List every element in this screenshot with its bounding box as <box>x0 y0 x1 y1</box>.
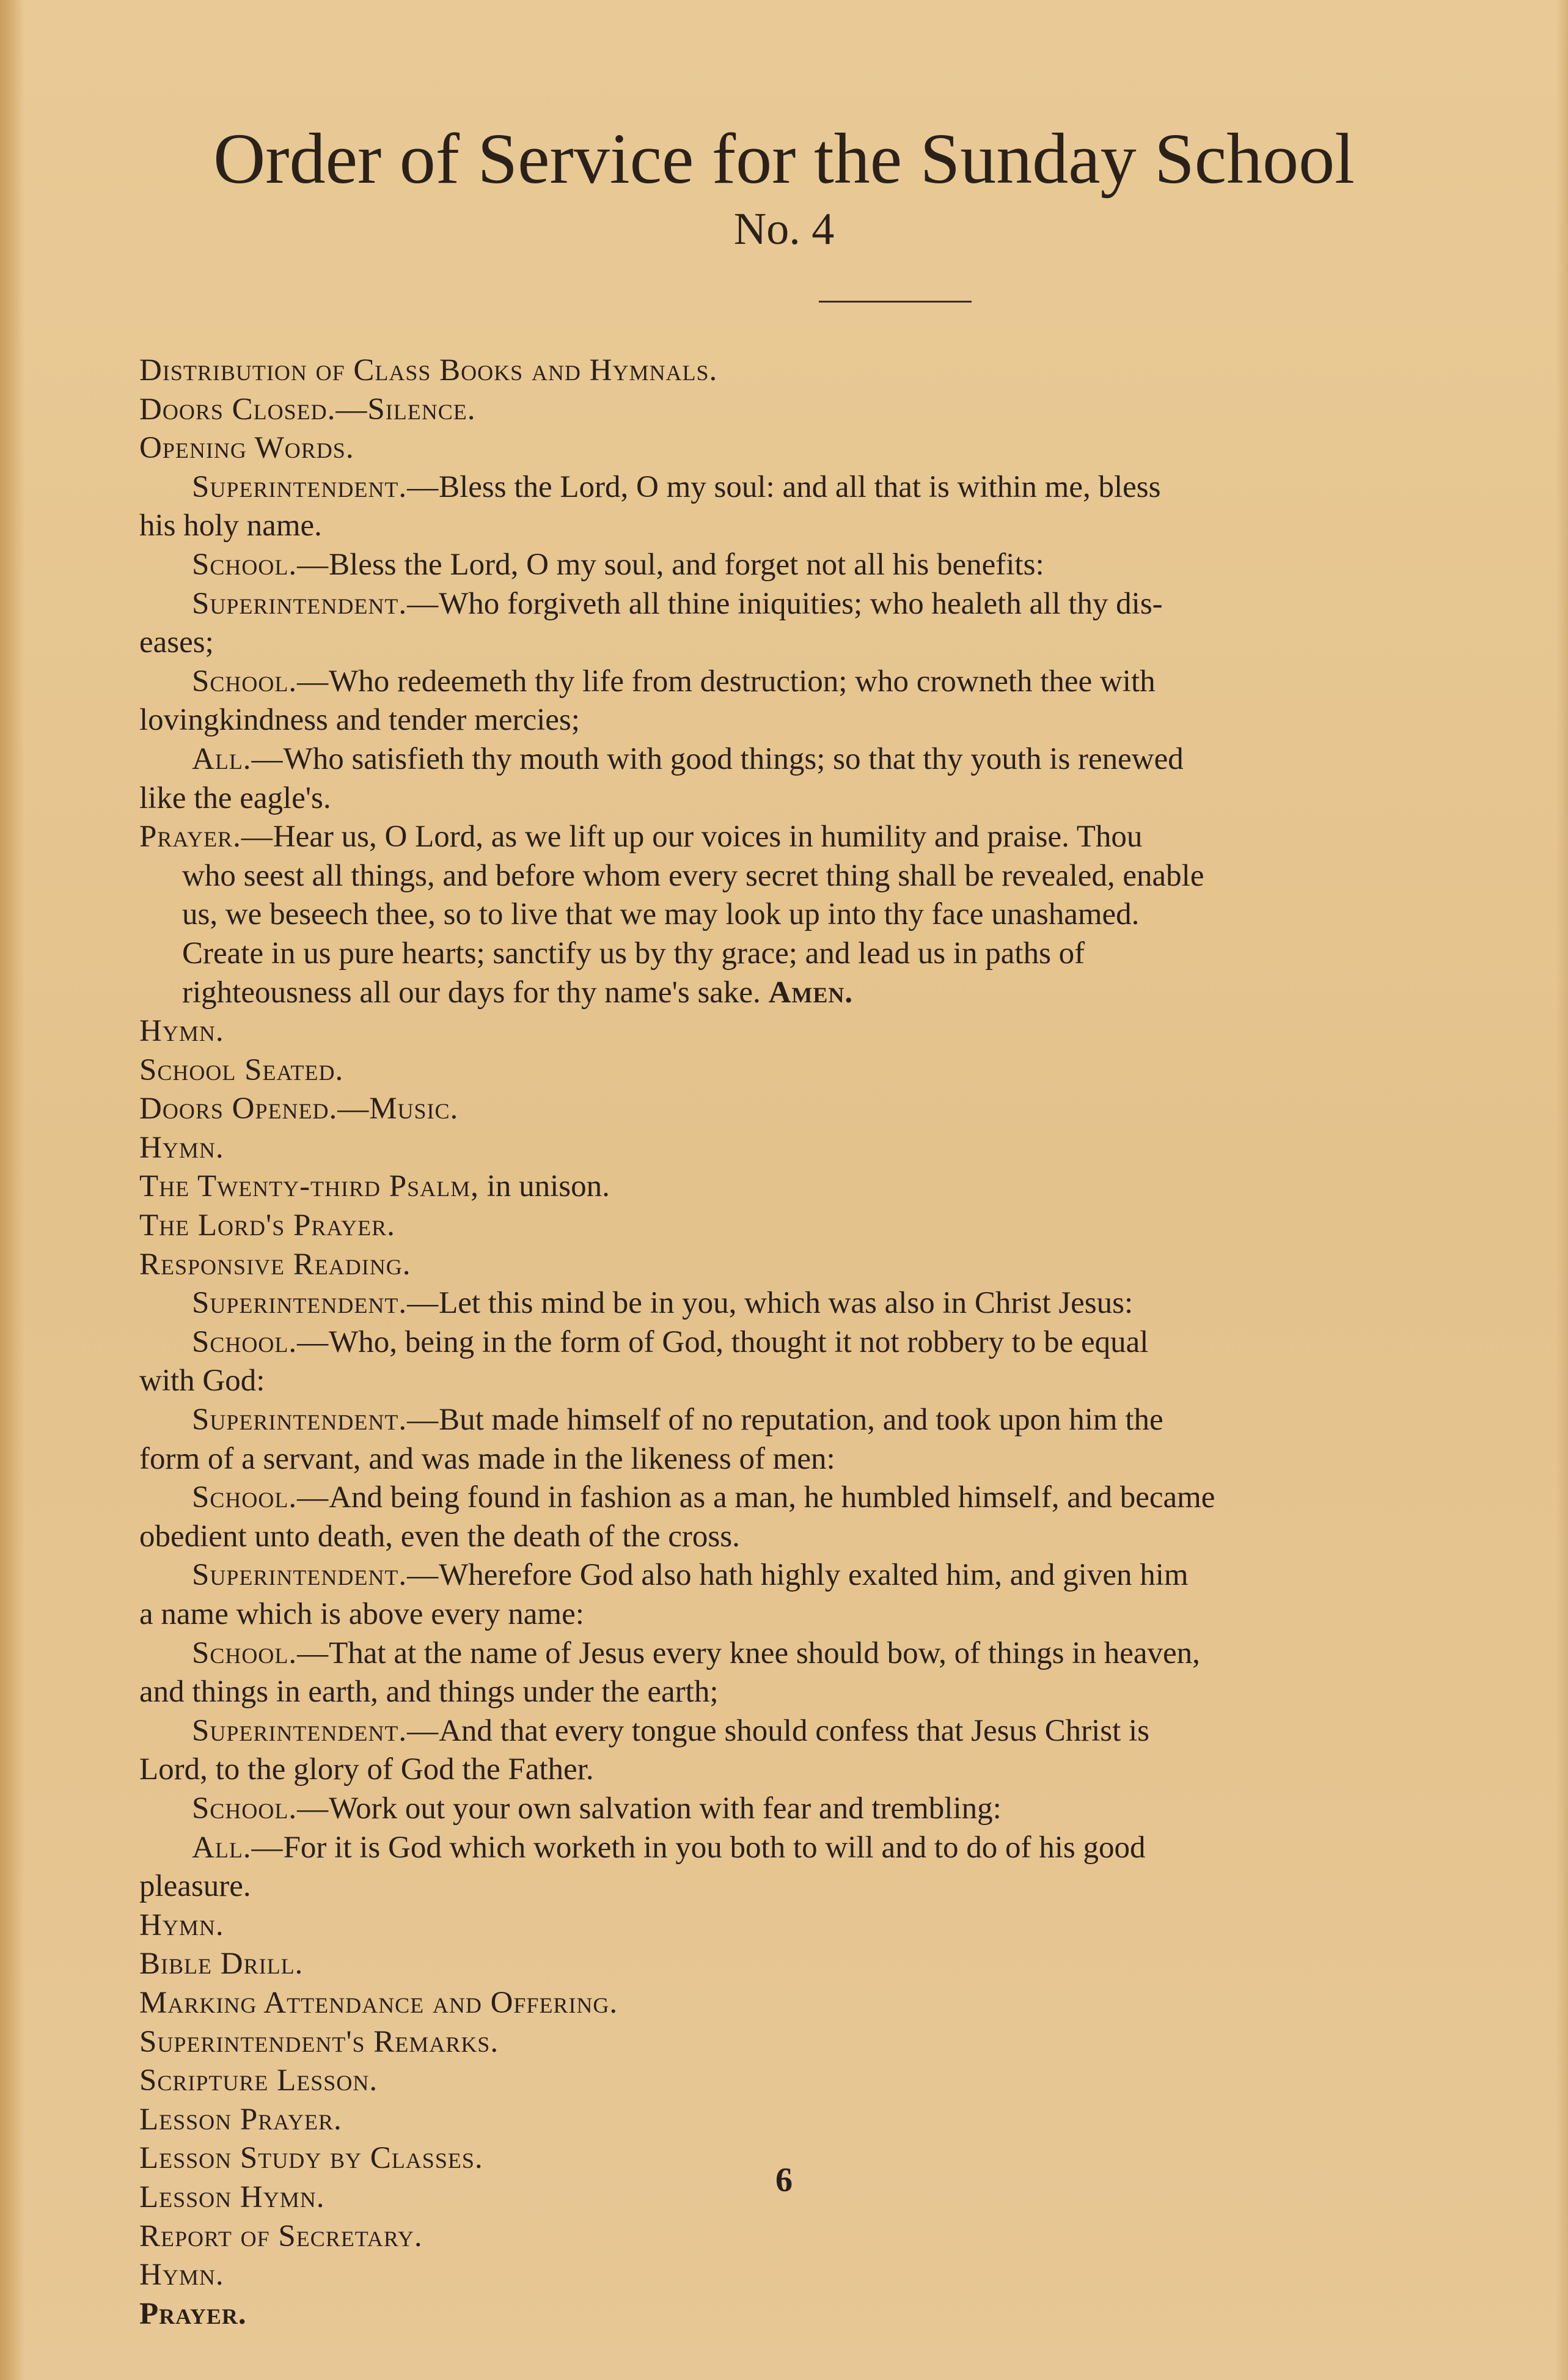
responsive-line <box>139 585 1545 624</box>
responsive-text: Who, being in the form of God, thought it not robbery to be equal <box>329 1324 1149 1359</box>
service-item: Bible Drill. <box>139 1947 304 1981</box>
responsive-line <box>139 1478 1545 1518</box>
continuation-line: Lord, to the glory of God the Father. <box>139 1752 594 1787</box>
service-item: The Lord's Prayer. <box>139 1208 395 1243</box>
continuation-line: form of a servant, and was made in the likeness of men: <box>139 1441 835 1476</box>
amen-label: Amen. <box>768 975 854 1010</box>
responsive-line <box>139 1401 1545 1440</box>
speaker-label: All.— <box>192 1830 284 1865</box>
responsive-line <box>139 1712 1545 1751</box>
page-number: 6 <box>775 2161 793 2199</box>
responsive-line <box>139 1634 1545 1673</box>
prayer-line <box>139 818 1545 857</box>
responsive-line <box>139 663 1545 702</box>
speaker-label: School.— <box>192 1636 329 1670</box>
service-item: Responsive Reading. <box>139 1247 411 1282</box>
service-item-note: in unison. <box>486 1169 610 1204</box>
responsive-line <box>139 1284 1545 1323</box>
continuation-line: like the eagle's. <box>139 780 331 815</box>
service-item: Report of Secretary. <box>139 2219 423 2253</box>
service-item: Lesson Hymn. <box>139 2180 325 2214</box>
responsive-line <box>139 468 1545 507</box>
service-item: Opening Words. <box>139 431 354 466</box>
service-item: Lesson Study by Classes. <box>139 2141 483 2176</box>
responsive-text: Who redeemeth thy life from destruction; who crowneth thee with <box>329 664 1156 699</box>
speaker-label: Superintendent.— <box>192 1403 439 1438</box>
responsive-text: That at the name of Jesus every knee should bow, of things in heaven, <box>329 1636 1200 1670</box>
speaker-label: School.— <box>192 1791 329 1826</box>
speaker-label: Superintendent.— <box>192 1713 439 1748</box>
service-item <box>139 1167 1545 1207</box>
service-item: Distribution of Class Books and Hymnals. <box>139 353 718 387</box>
responsive-text: Let this mind be in you, which was also in Christ Jesus: <box>439 1286 1134 1321</box>
continuation-line: pleasure. <box>139 1869 251 1904</box>
speaker-label: Superintendent.— <box>192 1558 439 1593</box>
service-item: Hymn. <box>139 1130 224 1165</box>
order-number: No. 4 <box>733 204 835 254</box>
service-item: Lesson Prayer. <box>139 2102 342 2137</box>
responsive-line <box>139 1556 1545 1595</box>
responsive-line <box>139 1829 1545 1868</box>
title-divider <box>819 301 972 303</box>
service-item: Scripture Lesson. <box>139 2063 378 2098</box>
page-title: Order of Service for the Sunday School <box>213 119 1355 199</box>
responsive-text: Who forgiveth all thine iniquities; who healeth all thy dis- <box>439 586 1163 621</box>
service-item: Prayer. <box>139 2296 247 2331</box>
prayer-line: Create in us pure hearts; sanctify us by thy grace; and lead us in paths of <box>182 936 1085 971</box>
continuation-line: and things in earth, and things under the earth; <box>139 1675 719 1710</box>
service-item: Doors Opened.—Music. <box>139 1092 459 1126</box>
service-item: Hymn. <box>139 2258 224 2293</box>
speaker-label: School.— <box>192 547 329 582</box>
service-item: Hymn. <box>139 1014 224 1049</box>
speaker-label: Superintendent.— <box>192 469 439 504</box>
responsive-line <box>139 740 1545 779</box>
continuation-line: a name which is above every name: <box>139 1597 584 1631</box>
service-item: School Seated. <box>139 1052 344 1087</box>
service-item: Hymn. <box>139 1908 224 1942</box>
page-spine-shadow <box>0 0 24 2380</box>
prayer-line: who seest all things, and before whom every secret thing shall be revealed, enable <box>182 858 1204 893</box>
continuation-line: with God: <box>139 1364 265 1398</box>
service-item: Marking Attendance and Offering. <box>139 1985 618 2020</box>
page-edge-shadow <box>1556 0 1568 2380</box>
speaker-label: All.— <box>192 741 284 776</box>
speaker-label: School.— <box>192 1324 329 1359</box>
responsive-text: Work out your own salvation with fear and trembling: <box>329 1791 1002 1826</box>
continuation-line: obedient unto death, even the death of the cross. <box>139 1519 740 1554</box>
service-item: Doors Closed.—Silence. <box>139 392 476 427</box>
responsive-text: Bless the Lord, O my soul, and forget not all his benefits: <box>329 547 1044 582</box>
speaker-label: School.— <box>192 1480 329 1515</box>
prayer-line <box>139 974 1545 1013</box>
speaker-label: Prayer.— <box>139 820 273 854</box>
speaker-label: Superintendent.— <box>192 1286 439 1321</box>
continuation-line: his holy name. <box>139 509 322 543</box>
responsive-text: Bless the Lord, O my soul: and all that is within me, bless <box>439 469 1161 504</box>
speaker-label: Superintendent.— <box>192 586 439 621</box>
prayer-line: us, we beseech thee, so to live that we may look up into thy face unashamed. <box>182 897 1140 932</box>
responsive-text: And that every tongue should confess that Jesus Christ is <box>439 1713 1150 1748</box>
prayer-text: righteousness all our days for thy name's sake. <box>182 975 761 1010</box>
speaker-label: School.— <box>192 664 329 699</box>
responsive-line <box>139 1323 1545 1362</box>
responsive-text: For it is God which worketh in you both to will and to do of his good <box>283 1830 1146 1865</box>
responsive-text: Who satisfieth thy mouth with good things; so that thy youth is renewed <box>283 741 1184 776</box>
responsive-text: Wherefore God also hath highly exalted him, and given him <box>439 1558 1189 1593</box>
responsive-line <box>139 1790 1545 1829</box>
order-of-service-body <box>139 351 1545 2334</box>
service-item-label: The Twenty-third Psalm, <box>139 1169 479 1204</box>
prayer-text: Hear us, O Lord, as we lift up our voices in humility and praise. Thou <box>273 820 1143 854</box>
responsive-line <box>139 546 1545 585</box>
responsive-text: But made himself of no reputation, and took upon him the <box>439 1403 1163 1438</box>
responsive-text: And being found in fashion as a man, he humbled himself, and became <box>329 1480 1215 1515</box>
continuation-line: eases; <box>139 625 214 660</box>
service-item: Superintendent's Remarks. <box>139 2024 499 2059</box>
continuation-line: lovingkindness and tender mercies; <box>139 703 580 738</box>
